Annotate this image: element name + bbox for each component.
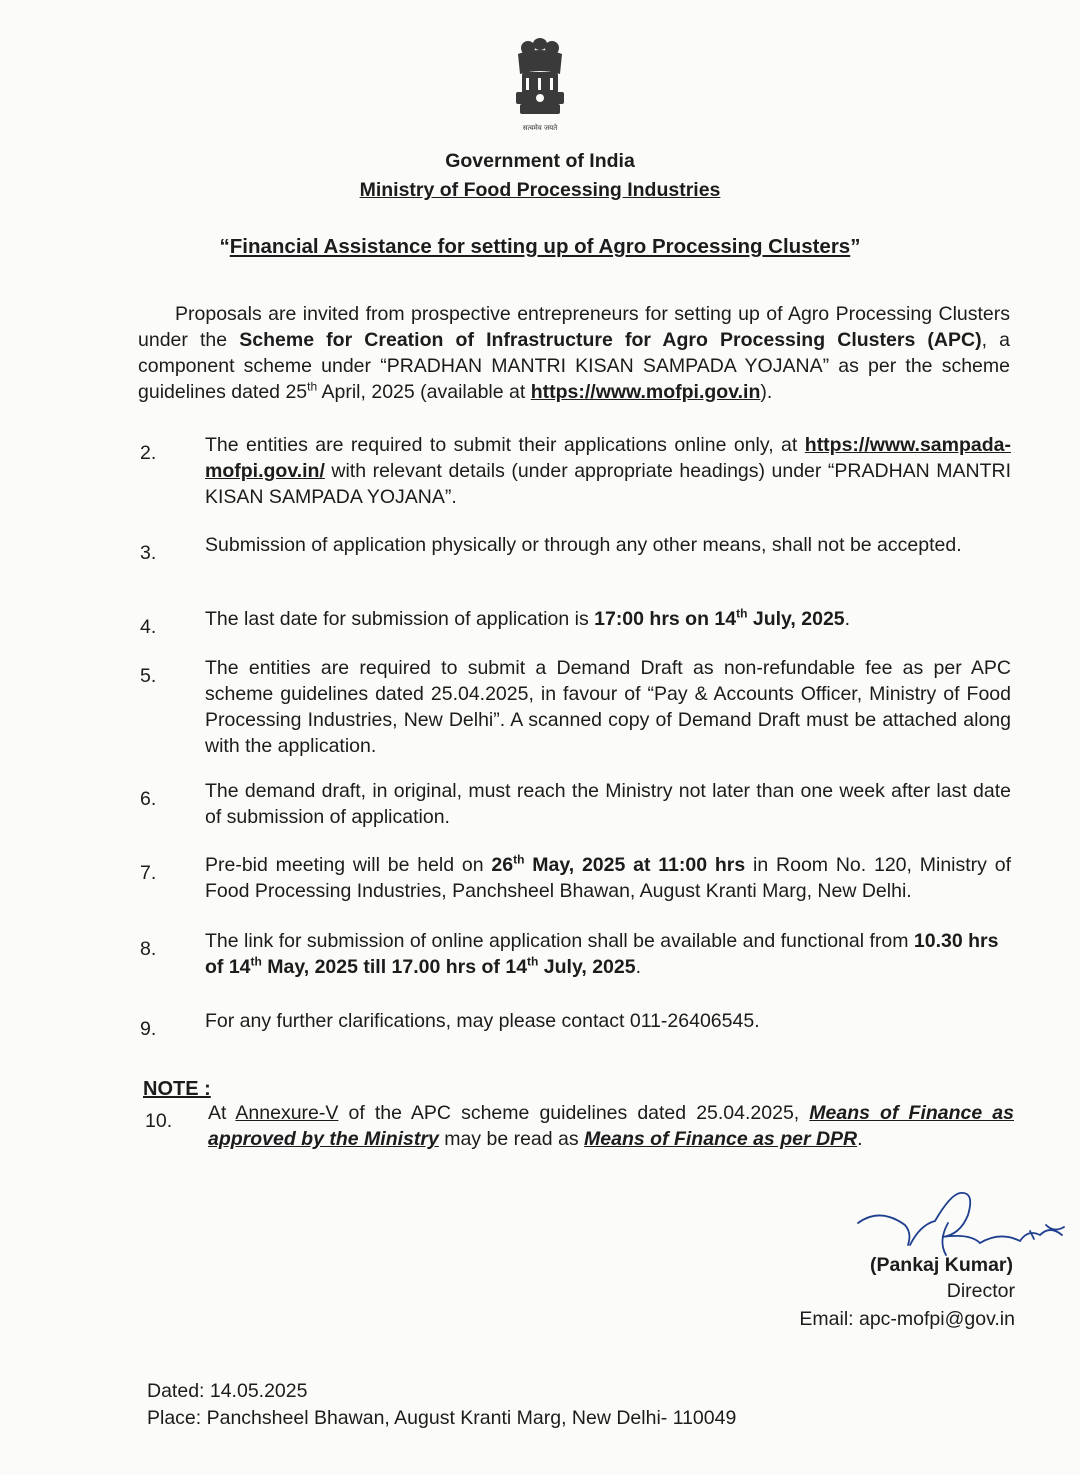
intro-paragraph: Proposals are invited from prospective entrepreneurs for setting up of Agro Processing Clusters under the Scheme for Creation of Infrastructure for Agro Processing Clusters (APC), a component scheme under “PRADHAN MANTRI KISAN SAMPADA YOJANA” as per the scheme guidelines dated 25th April, 2025 (available at https://www.mofpi.gov.in). [138,303,1010,403]
signatory-designation: Director [946,1280,1015,1302]
item-number: 9. [140,1018,157,1040]
item-text: Pre-bid meeting will be held on 26th May, 2025 at 11:00 hrs in Room No. 120, Ministry of Food Processing Industries, Panchsheel Bhawan, August Kranti Marg, New Delhi. [205,852,1011,902]
item-text: The last date for submission of application is 17:00 hrs on 14th July, 2025. [205,606,851,630]
mofpi-link[interactable]: https://www.mofpi.gov.in [530,381,761,403]
item-number: 7. [140,862,157,884]
item-number: 5. [140,665,157,687]
emblem-motto: सत्यमेव जयते [522,124,558,132]
signatory-email: Email: apc-mofpi@gov.in [799,1308,1015,1330]
item-number: 3. [140,542,157,564]
item-text: The link for submission of online application shall be available and functional from 10.30 hrs of 14th May, 2025 till 17.00 hrs of 14th July, 2025. [205,930,999,978]
title-open-quote: “ [219,235,230,258]
annexure-ref: Annexure-V [235,1102,339,1124]
item-text: For any further clarifications, may please contact 011-26406545. [205,1010,760,1032]
sampada-link[interactable]: https://www.sampada-mofpi.gov.in/ [205,434,1011,482]
deadline: 17:00 hrs on 14 [594,608,737,630]
ministry-heading: Ministry of Food Processing Industries [359,179,721,201]
item-number: 10. [145,1110,173,1132]
item-number: 8. [140,938,157,960]
item-number: 4. [140,616,157,638]
ashoka-emblem-icon [500,34,580,134]
item-number: 2. [140,442,157,464]
note-text: At Annexure-V of the APC scheme guidelines dated 25.04.2025, Means of Finance as approved by the Ministry may be read as Means of Finance as per DPR. [208,1102,1014,1150]
item-number: 6. [140,788,157,810]
dated-line: Dated: 14.05.2025 [147,1380,308,1402]
place-line: Place: Panchsheel Bhawan, August Kranti Marg, New Delhi- 110049 [147,1407,737,1429]
item-text: The entities are required to submit their applications online only, at https://www.sampada-mofpi.gov.in/ with relevant details (under appropriate headings) under “PRADHAN MANTRI KISAN SAMPADA YOJANA”. [205,434,1011,508]
scheme-name: Scheme for Creation of Infrastructure for Agro Processing Clusters (APC) [239,329,982,351]
title-text: Financial Assistance for setting up of Agro Processing Clusters [229,235,851,258]
item-text: The demand draft, in original, must reach the Ministry not later than one week after last date of submission of application. [205,780,1011,828]
note-heading: NOTE : [143,1078,211,1100]
signatory-name: (Pankaj Kumar) [869,1254,1013,1276]
item-text: The entities are required to submit a Demand Draft as non-refundable fee as per APC scheme guidelines dated 25.04.2025, in favour of “Pay & Accounts Officer, Ministry of Food Processing Industries, New Delhi”. A scanned copy of Demand Draft must be attached along with the application. [205,657,1011,757]
government-heading: Government of India [445,150,635,172]
title-close-quote: ” [850,235,861,258]
item-text: Submission of application physically or through any other means, shall not be accepted. [205,534,962,556]
notice-title [0,234,1080,260]
